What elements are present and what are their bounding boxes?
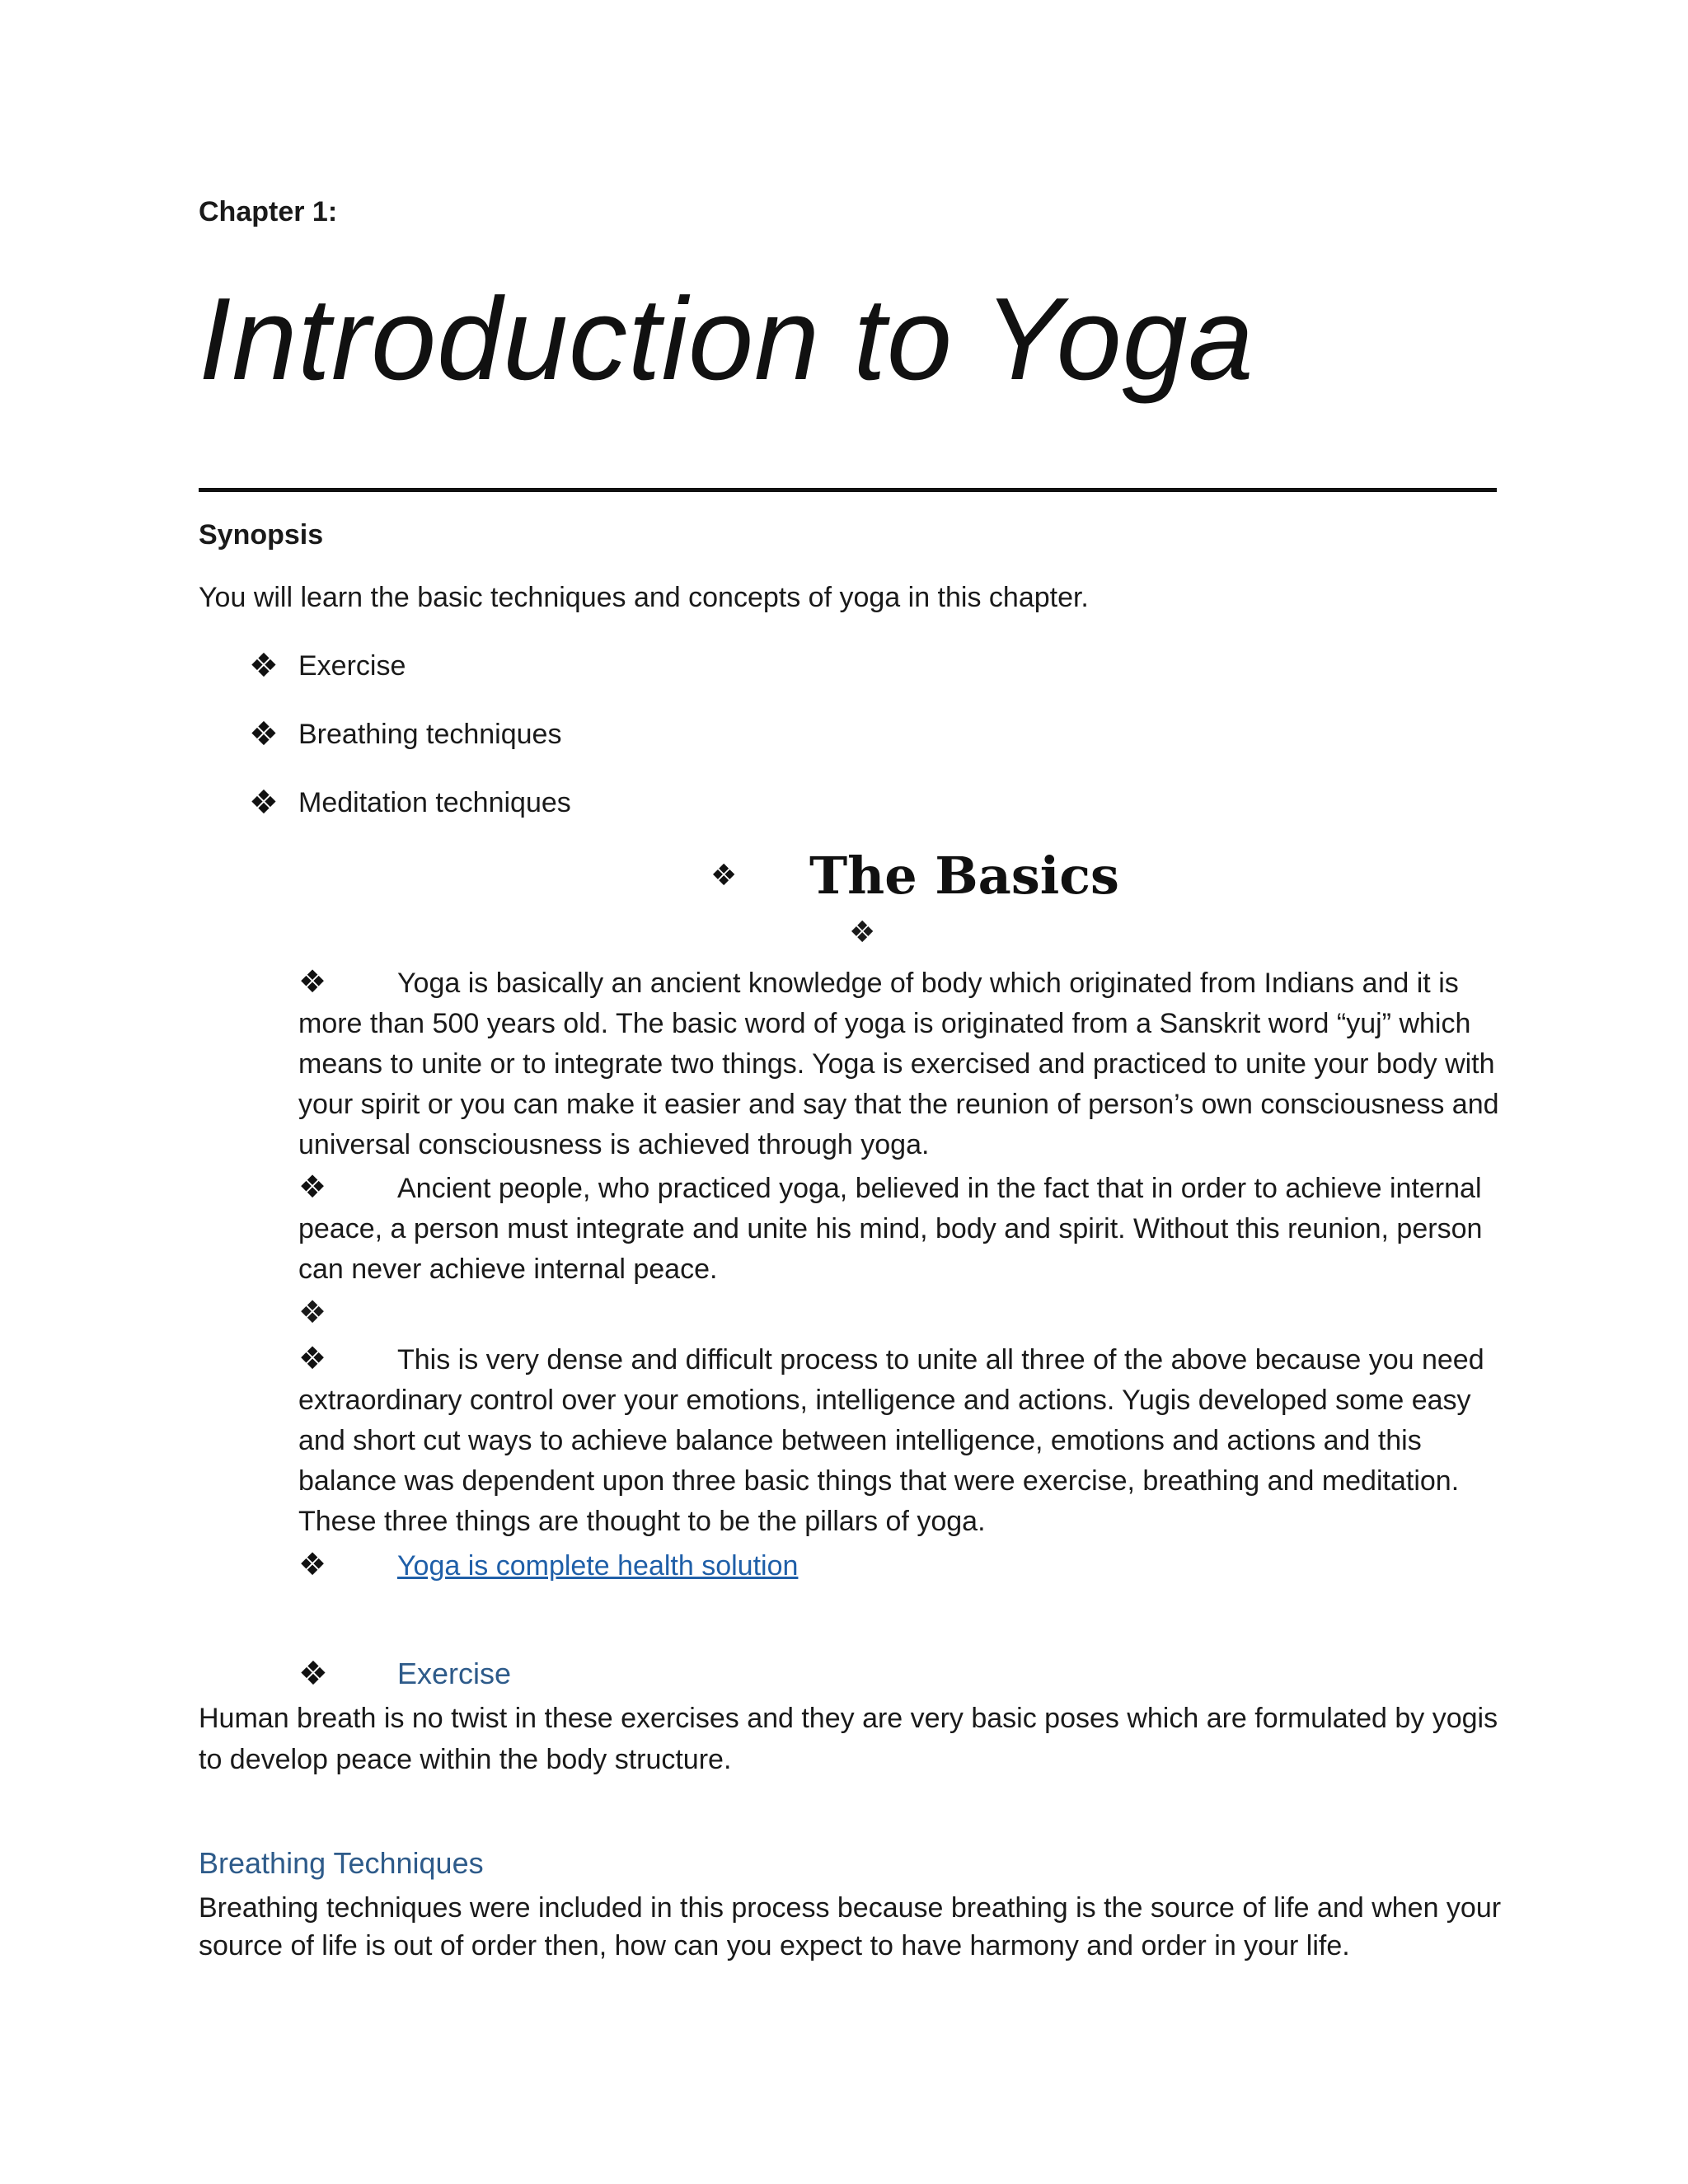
four-diamond-bullet-icon: ❖: [298, 1546, 327, 1582]
synopsis-bullet: [249, 784, 571, 822]
basics-paragraph-text: This is very dense and difficult process to unite all three of the above because you need extraordinary control over your emotions, intelligence and actions. Yugis developed some easy and short cut ways to achieve balance between intelligence, emotions and actions and this balance was dependent upon three basic things that were exercise, breathing and meditation. These three things are thought to be the pillars of yoga.: [298, 1344, 1484, 1537]
synopsis-bullet-label: Breathing techniques: [298, 718, 562, 750]
four-diamond-bullet-icon: ❖: [249, 647, 279, 685]
synopsis-bullet: [249, 715, 562, 753]
health-link-row: [298, 1546, 1502, 1586]
four-diamond-bullet-icon: ❖: [249, 784, 279, 822]
synopsis-heading: Synopsis: [199, 519, 324, 551]
four-diamond-bullet-icon: ❖: [298, 1655, 328, 1693]
health-solution-link[interactable]: Yoga is complete health solution: [397, 1550, 799, 1582]
four-diamond-bullet-icon: ❖: [298, 1169, 327, 1205]
breathing-text: Breathing techniques were included in this process because breathing is the source of life and when your source of life is out of order then, how can you expect to have harmony and order in your life.: [199, 1892, 1502, 1961]
basics-heading: The Basics: [809, 846, 1119, 906]
chapter-title: Introduction to Yoga: [199, 274, 1254, 405]
synopsis-text: You will learn the basic techniques and concepts of yoga in this chapter.: [199, 582, 1089, 613]
synopsis-bullet-label: Exercise: [298, 649, 406, 682]
four-diamond-bullet-icon: ❖: [710, 858, 738, 893]
basics-paragraph-text: Ancient people, who practiced yoga, believed in the fact that in order to achieve internal peace, a person must integrate and unite his mind, body and spirit. Without this reunion, person can never achieve internal peace.: [298, 1173, 1483, 1285]
title-divider: [199, 488, 1497, 492]
exercise-heading: Exercise: [397, 1657, 512, 1690]
four-diamond-bullet-icon: ❖: [298, 1296, 327, 1330]
four-diamond-bullet-icon: ❖: [298, 1340, 327, 1376]
exercise-heading-row: [298, 1657, 511, 1691]
basics-paragraph-text: Yoga is basically an ancient knowledge of body which originated from Indians and it is more than 500 years old. The basic word of yoga is originated from a Sanskrit word “yuj” which means to unite or to integrate two things. Yoga is exercised and practiced to unite your body with your spirit or you can make it easier and say that the reunion of person’s own consciousness and universal consciousness is achieved through yoga.: [298, 968, 1499, 1160]
basics-paragraph: [298, 963, 1502, 1165]
synopsis-bullet-label: Meditation techniques: [298, 786, 571, 818]
four-diamond-bullet-icon: ❖: [249, 715, 279, 753]
basics-heading-row: [710, 846, 1119, 906]
exercise-text: Human breath is no twist in these exercises and they are very basic poses which are formulated by yogis to develop peace within the body structure.: [199, 1703, 1498, 1775]
basics-paragraph: [298, 1340, 1502, 1542]
four-diamond-bullet-icon: ❖: [298, 963, 327, 1000]
chapter-label: Chapter 1:: [199, 196, 338, 227]
four-diamond-bullet-icon: ❖: [849, 915, 876, 949]
breathing-heading: Breathing Techniques: [199, 1846, 484, 1880]
basics-paragraph: [298, 1169, 1502, 1290]
synopsis-bullet: [249, 647, 406, 685]
